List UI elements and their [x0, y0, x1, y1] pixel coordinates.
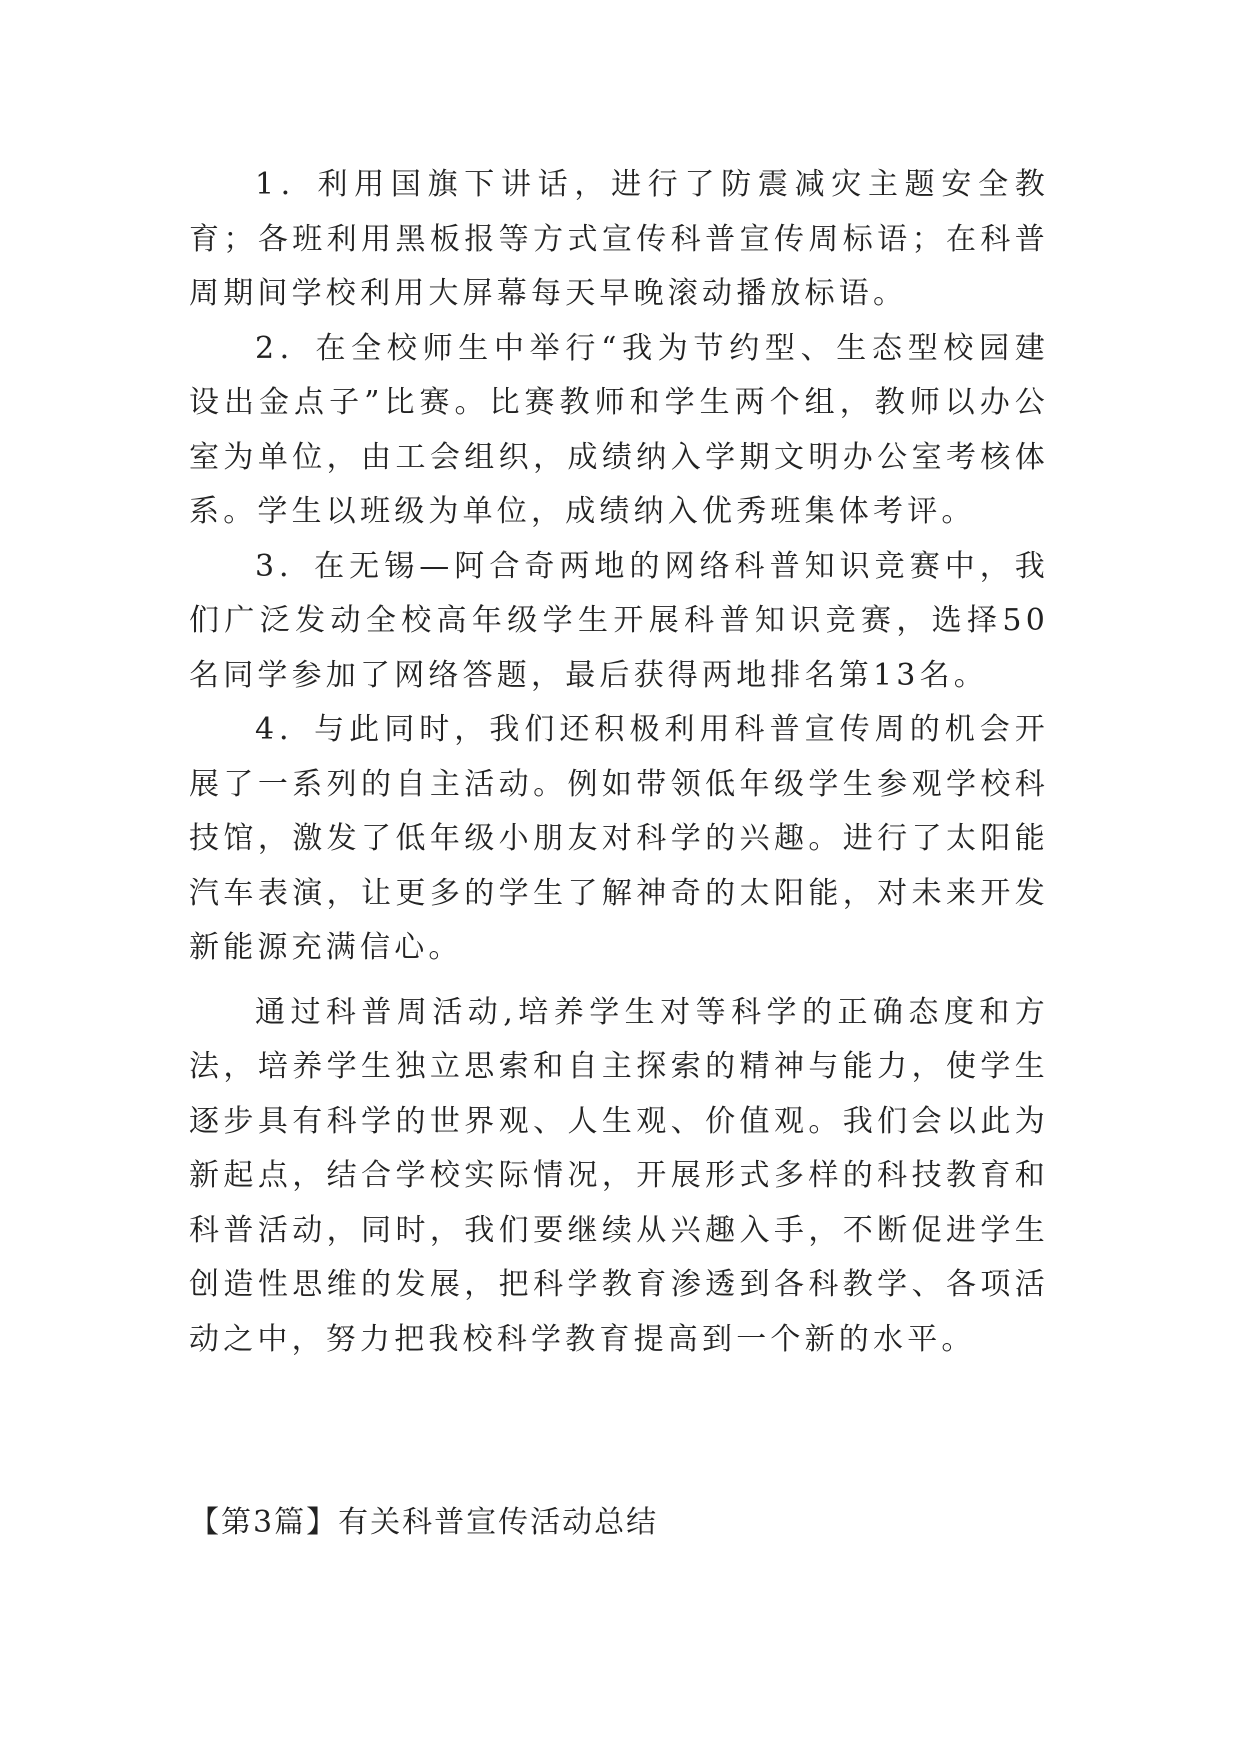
paragraph-item-3: 3．在无锡—阿合奇两地的网络科普知识竞赛中，我们广泛发动全校高年级学生开展科普知识竞赛，选择50名同学参加了网络答题，最后获得两地排名第13名。	[189, 548, 1049, 693]
paragraph-item-1: 1．利用国旗下讲话，进行了防震减灾主题安全教育；各班利用黑板报等方式宣传科普宣传周标语；在科普周期间学校利用大屏幕每天早晚滚动播放标语。	[189, 167, 1049, 311]
section-heading: 【第3篇】有关科普宣传活动总结	[189, 1505, 659, 1540]
document-body	[189, 158, 1049, 1367]
paragraph-summary: 通过科普周活动,培养学生对等科学的正确态度和方法，培养学生独立思索和自主探索的精神与能力，使学生逐步具有科学的世界观、人生观、价值观。我们会以此为新起点，结合学校实际情况，开展形式多样的科技教育和科普活动，同时，我们要继续从兴趣入手，不断促进学生创造性思维的发展，把科学教育渗透到各科教学、各项活动之中，努力把我校科学教育提高到一个新的水平。	[189, 994, 1049, 1357]
paragraph-item-4: 4．与此同时，我们还积极利用科普宣传周的机会开展了一系列的自主活动。例如带领低年级学生参观学校科技馆，激发了低年级小朋友对科学的兴趣。进行了太阳能汽车表演，让更多的学生了解神奇的太阳能，对未来开发新能源充满信心。	[189, 712, 1049, 965]
paragraph-item-2: 2．在全校师生中举行“我为节约型、生态型校园建设出金点子”比赛。比赛教师和学生两个组，教师以办公室为单位，由工会组织，成绩纳入学期文明办公室考核体系。学生以班级为单位，成绩纳入优秀班集体考评。	[189, 330, 1049, 529]
